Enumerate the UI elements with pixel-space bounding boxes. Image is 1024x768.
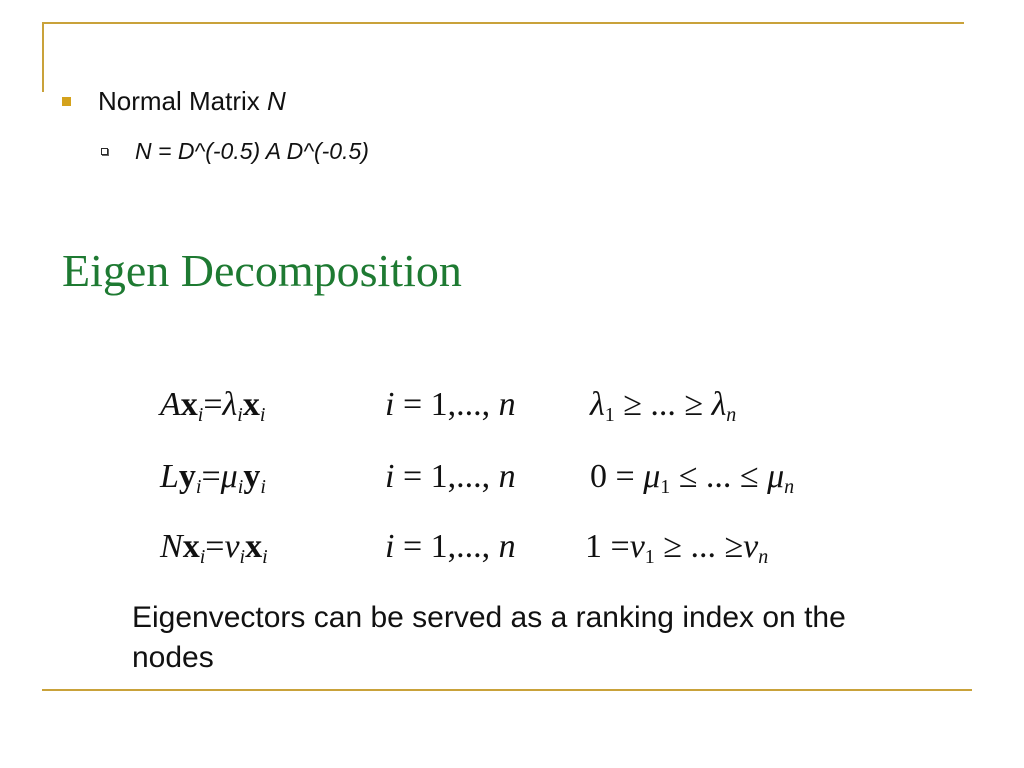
bullet-normal-matrix xyxy=(62,86,286,117)
bullet-text: Normal Matrix N xyxy=(98,86,286,116)
frame-top-rule xyxy=(42,22,964,24)
eq-eigenvalue: ν xyxy=(224,528,240,565)
matrix-symbol: N xyxy=(267,86,286,116)
eq-eigenvalue: λ xyxy=(222,386,238,423)
frame-bottom-rule xyxy=(42,689,972,691)
frame-left-rule xyxy=(42,22,44,92)
eq-range: i = 1,..., n xyxy=(385,458,516,495)
eq-order: $0 = \mu_1$ ≤ ... ≤ $\mu_n$ xyxy=(590,458,795,498)
sub-bullet-text: N = D^(-0.5) A D^(-0.5) xyxy=(135,138,369,164)
eq-order: $\lambda_1$ ≥ ... ≥ $\lambda_n$ xyxy=(590,386,737,426)
hollow-square-bullet-icon xyxy=(101,148,108,155)
eq-matrix: L xyxy=(160,458,179,495)
eq-matrix: A xyxy=(160,386,181,423)
eq-matrix: N xyxy=(160,528,183,565)
eq-vector: x xyxy=(182,528,200,565)
eq-eigenvalue: μ xyxy=(220,458,238,495)
eq-vector: y xyxy=(178,458,196,495)
eq-order: $1 =\nu_1$ ≥ ... $\ge\nu_n$ xyxy=(585,528,769,568)
eq-range: i = 1,..., n xyxy=(385,528,516,565)
filled-square-bullet-icon xyxy=(62,97,71,106)
sub-bullet-formula xyxy=(101,138,369,165)
eq-range: i = 1,..., n xyxy=(385,386,516,423)
eigenvector-note: Eigenvectors can be served as a ranking index on the nodes xyxy=(132,601,846,674)
eq-vector: x xyxy=(180,386,198,423)
section-title: Eigen Decomposition xyxy=(62,245,462,296)
